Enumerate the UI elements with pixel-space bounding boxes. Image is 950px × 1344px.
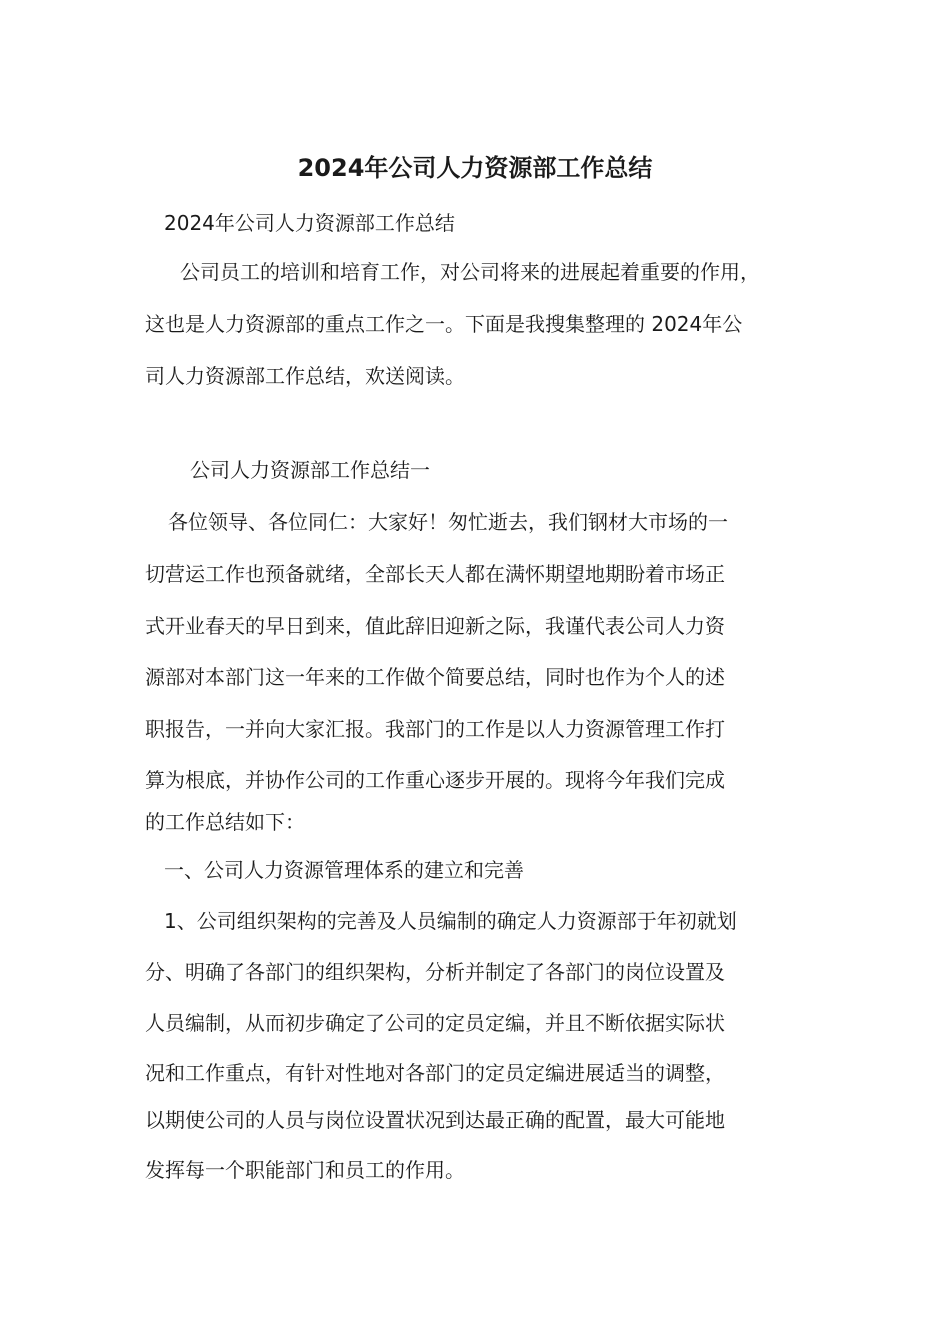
subtitle-line: 2024年公司人力资源部工作总结 bbox=[164, 211, 455, 235]
paragraph-line: 况和工作重点，有针对性地对各部门的定员定编进展适当的调整， bbox=[145, 1061, 725, 1085]
paragraph-line: 切营运工作也预备就绪，全部长天人都在满怀期望地期盼着市场正 bbox=[145, 562, 725, 586]
paragraph-line: 以期使公司的人员与岗位设置状况到达最正确的配置，最大可能地 bbox=[145, 1108, 725, 1132]
paragraph-line: 分、明确了各部门的组织架构，分析并制定了各部门的岗位设置及 bbox=[145, 960, 725, 984]
paragraph-line: 1、公司组织架构的完善及人员编制的确定人力资源部于年初就划 bbox=[164, 909, 737, 933]
paragraph-line: 式开业春天的早日到来，值此辞旧迎新之际，我谨代表公司人力资 bbox=[145, 614, 725, 638]
paragraph-line: 职报告，一并向大家汇报。我部门的工作是以人力资源管理工作打 bbox=[145, 717, 725, 741]
paragraph-line: 各位领导、各位同仁：大家好！匆忙逝去，我们钢材大市场的一 bbox=[168, 510, 728, 534]
paragraph-line: 公司员工的培训和培育工作，对公司将来的进展起着重要的作用， bbox=[180, 260, 760, 284]
document-title: 2024年公司人力资源部工作总结 bbox=[297, 154, 653, 182]
paragraph-line: 司人力资源部工作总结，欢送阅读。 bbox=[145, 364, 465, 388]
paragraph-line: 的工作总结如下： bbox=[145, 810, 305, 834]
paragraph-line: 人员编制，从而初步确定了公司的定员定编，并且不断依据实际状 bbox=[145, 1011, 725, 1035]
paragraph-line: 这也是人力资源部的重点工作之一。下面是我搜集整理的 2024年公 bbox=[145, 312, 743, 336]
paragraph-line: 源部对本部门这一年来的工作做个简要总结，同时也作为个人的述 bbox=[145, 665, 725, 689]
section-heading: 公司人力资源部工作总结一 bbox=[190, 458, 430, 482]
paragraph-line: 发挥每一个职能部门和员工的作用。 bbox=[145, 1158, 465, 1182]
section-heading: 一、公司人力资源管理体系的建立和完善 bbox=[164, 858, 524, 882]
paragraph-line: 算为根底，并协作公司的工作重心逐步开展的。现将今年我们完成 bbox=[145, 768, 725, 792]
